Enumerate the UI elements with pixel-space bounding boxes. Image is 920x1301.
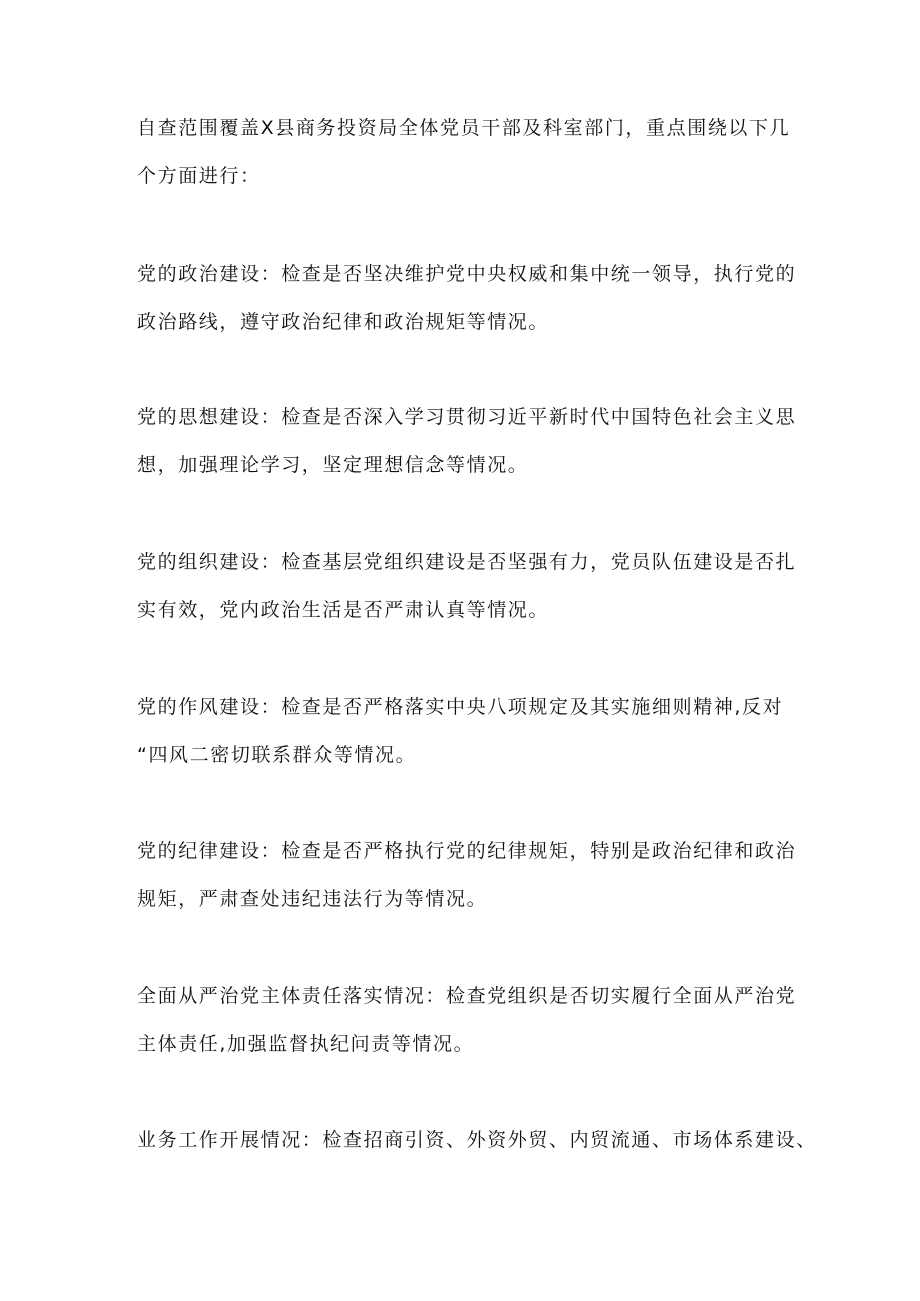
paragraph-line: 党的纪律建设：检查是否严格执行党的纪律规矩，特别是政治纪律和政治	[137, 840, 797, 862]
paragraph-political-construction	[137, 250, 797, 346]
paragraph-line: 想，加强理论学习，坚定理想信念等情况。	[137, 454, 529, 476]
paragraph-line: 党的思想建设：检查是否深入学习贯彻习近平新时代中国特色社会主义思	[137, 406, 797, 428]
paragraph-business-work	[137, 1116, 817, 1164]
paragraph-line: 业务工作开展情况：检查招商引资、外资外贸、内贸流通、市场体系建设、	[137, 1129, 817, 1151]
paragraph-line: 政治路线，遵守政治纪律和政治规矩等情况。	[137, 311, 550, 333]
paragraph-line: 党的作风建设：检查是否严格落实中央八项规定及其实施细则精神,反对	[137, 696, 784, 718]
paragraph-work-style-construction	[137, 683, 797, 779]
paragraph-line: 规矩，严肃查处违纪违法行为等情况。	[137, 888, 488, 910]
paragraph-main-responsibility	[137, 972, 797, 1068]
paragraph-line: “四风二密切联系群众等情况。	[137, 744, 417, 766]
paragraph-discipline-construction	[137, 827, 797, 923]
paragraph-line: 自查范围覆盖X县商务投资局全体党员干部及科室部门，重点围绕以下几	[137, 117, 791, 139]
paragraph-line: 全面从严治党主体责任落实情况：检查党组织是否切实履行全面从严治党	[137, 985, 797, 1007]
paragraph-line: 实有效，党内政治生活是否严肃认真等情况。	[137, 599, 550, 621]
paragraph-scope	[137, 104, 797, 200]
paragraph-line: 个方面进行：	[137, 165, 261, 187]
paragraph-line: 党的组织建设：检查基层党组织建设是否坚强有力，党员队伍建设是否扎	[137, 551, 797, 573]
paragraph-organizational-construction	[137, 538, 797, 634]
paragraph-line: 主体责任,加强监督执纪问责等情况。	[137, 1033, 475, 1055]
paragraph-line: 党的政治建设：检查是否坚决维护党中央权威和集中统一领导，执行党的	[137, 263, 797, 285]
paragraph-ideological-construction	[137, 393, 797, 489]
